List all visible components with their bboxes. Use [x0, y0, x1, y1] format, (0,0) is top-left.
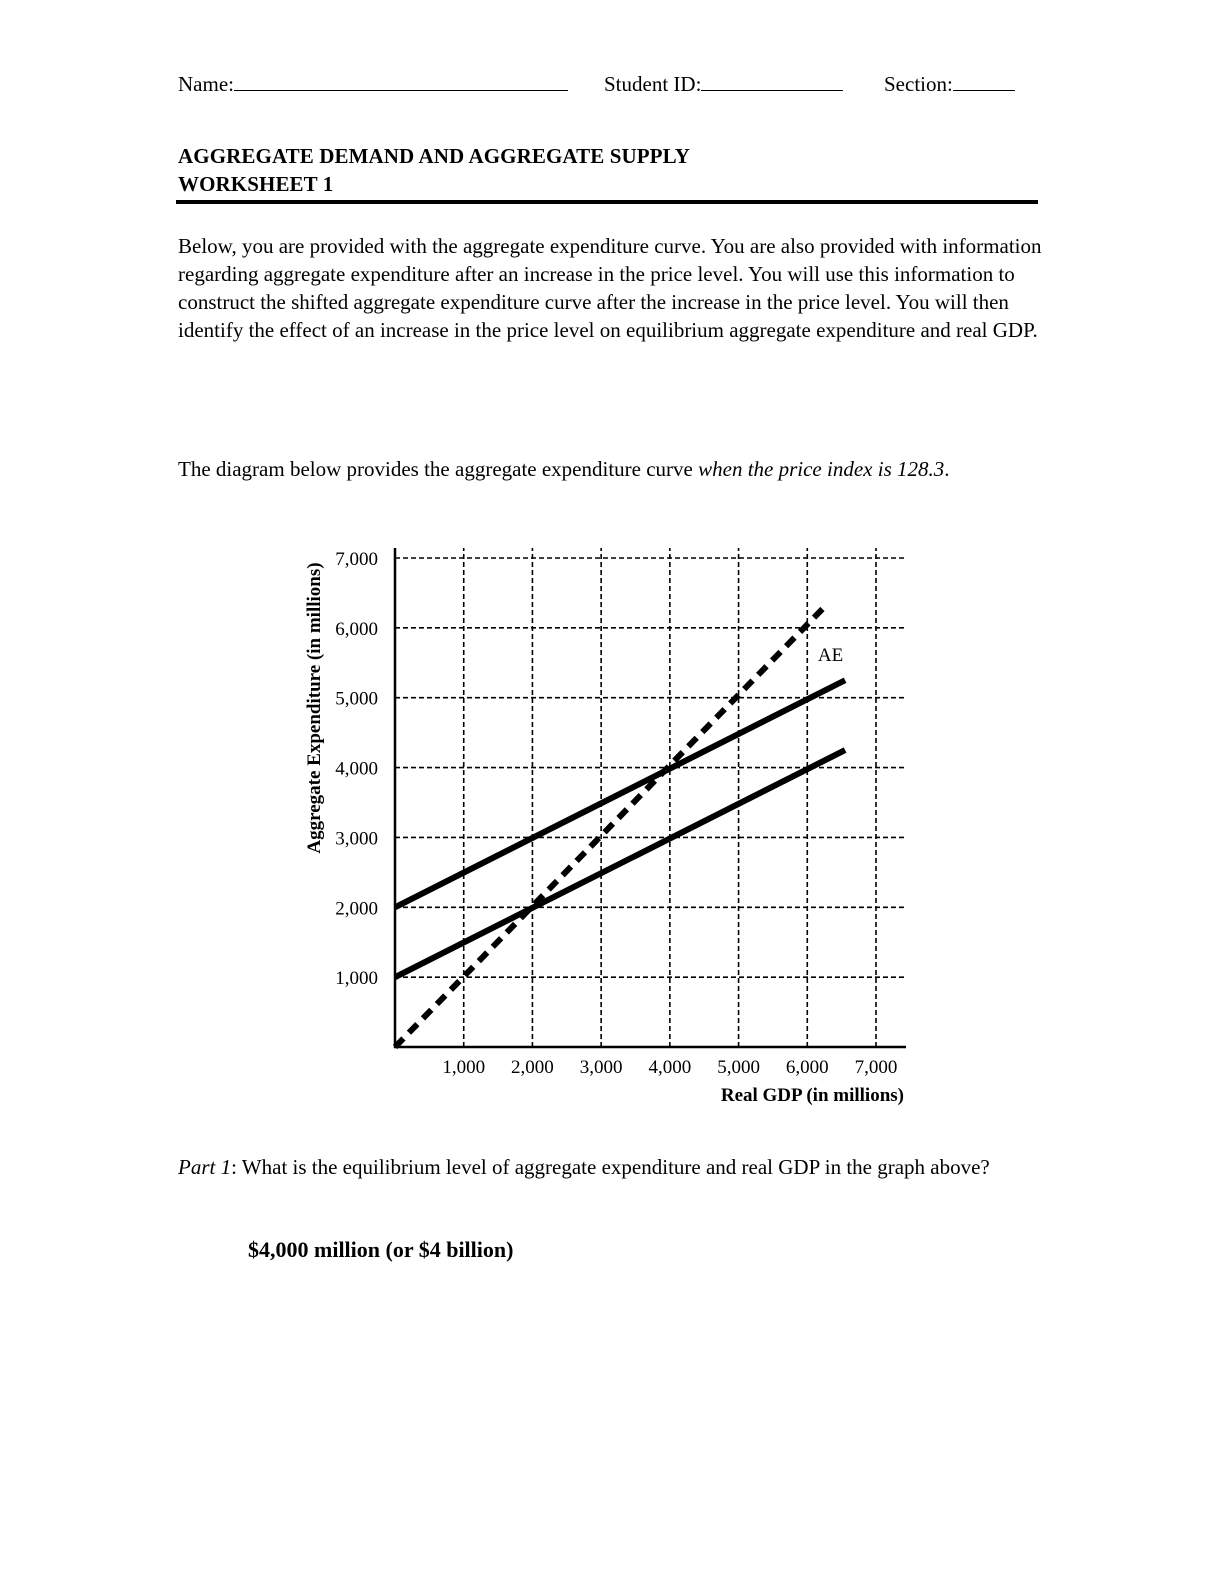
- ae-curve: [395, 680, 845, 907]
- diagram-intro-text: The diagram below provides the aggregate expenditure curve: [178, 457, 699, 481]
- y-tick-label: 6,000: [335, 618, 378, 640]
- section-label: Section:: [884, 72, 953, 96]
- y-tick-label: 7,000: [335, 549, 378, 570]
- ae-curve-label: AE: [817, 644, 844, 666]
- intro-paragraph: Below, you are provided with the aggregate expenditure curve. You are also provided with information regarding aggregate expenditure after an increase in the price level. You will use this information to construct the shifted aggregate expenditure curve after the increase in the price level. You will then identify the effect of an increase in the price level on equilibrium aggregate expenditure and real GDP.: [178, 234, 1042, 342]
- student-id-label: Student ID:: [604, 72, 702, 96]
- part1-answer: $4,000 million (or $4 billion): [248, 1237, 514, 1262]
- y-tick-label: 5,000: [335, 688, 378, 710]
- x-tick-label: 2,000: [511, 1057, 554, 1078]
- chart-series: [395, 607, 845, 1047]
- part1-label: Part 1: [178, 1155, 232, 1179]
- y-tick-label: 3,000: [335, 828, 378, 850]
- ae-shifted-curve: [395, 750, 845, 977]
- x-tick-label: 6,000: [785, 1057, 829, 1078]
- diagram-intro-end: .: [944, 457, 950, 481]
- y-axis-label: Aggregate Expenditure (in millions): [304, 562, 325, 854]
- y-tick-label: 4,000: [335, 758, 378, 780]
- x-tick-label: 5,000: [717, 1057, 760, 1078]
- worksheet-title-line2: WORKSHEET 1: [178, 172, 334, 196]
- x-tick-label: 1,000: [442, 1057, 486, 1078]
- forty-five-degree-line: [395, 607, 824, 1047]
- part1-question-text: : What is the equilibrium level of aggregate expenditure and real GDP in the graph above?: [231, 1155, 990, 1179]
- x-tick-label: 7,000: [854, 1057, 898, 1078]
- x-axis-label: Real GDP (in millions): [720, 1085, 904, 1106]
- x-tick-label: 3,000: [579, 1057, 623, 1078]
- name-label: Name:: [178, 72, 234, 96]
- x-tick-label: 4,000: [648, 1057, 692, 1078]
- worksheet-title-line1: AGGREGATE DEMAND AND AGGREGATE SUPPLY: [178, 144, 691, 168]
- part1-question: [178, 1153, 1048, 1181]
- diagram-intro-italic: when the price index is 128.3: [698, 457, 945, 481]
- y-tick-label: 1,000: [335, 968, 378, 990]
- y-tick-label: 2,000: [335, 898, 378, 920]
